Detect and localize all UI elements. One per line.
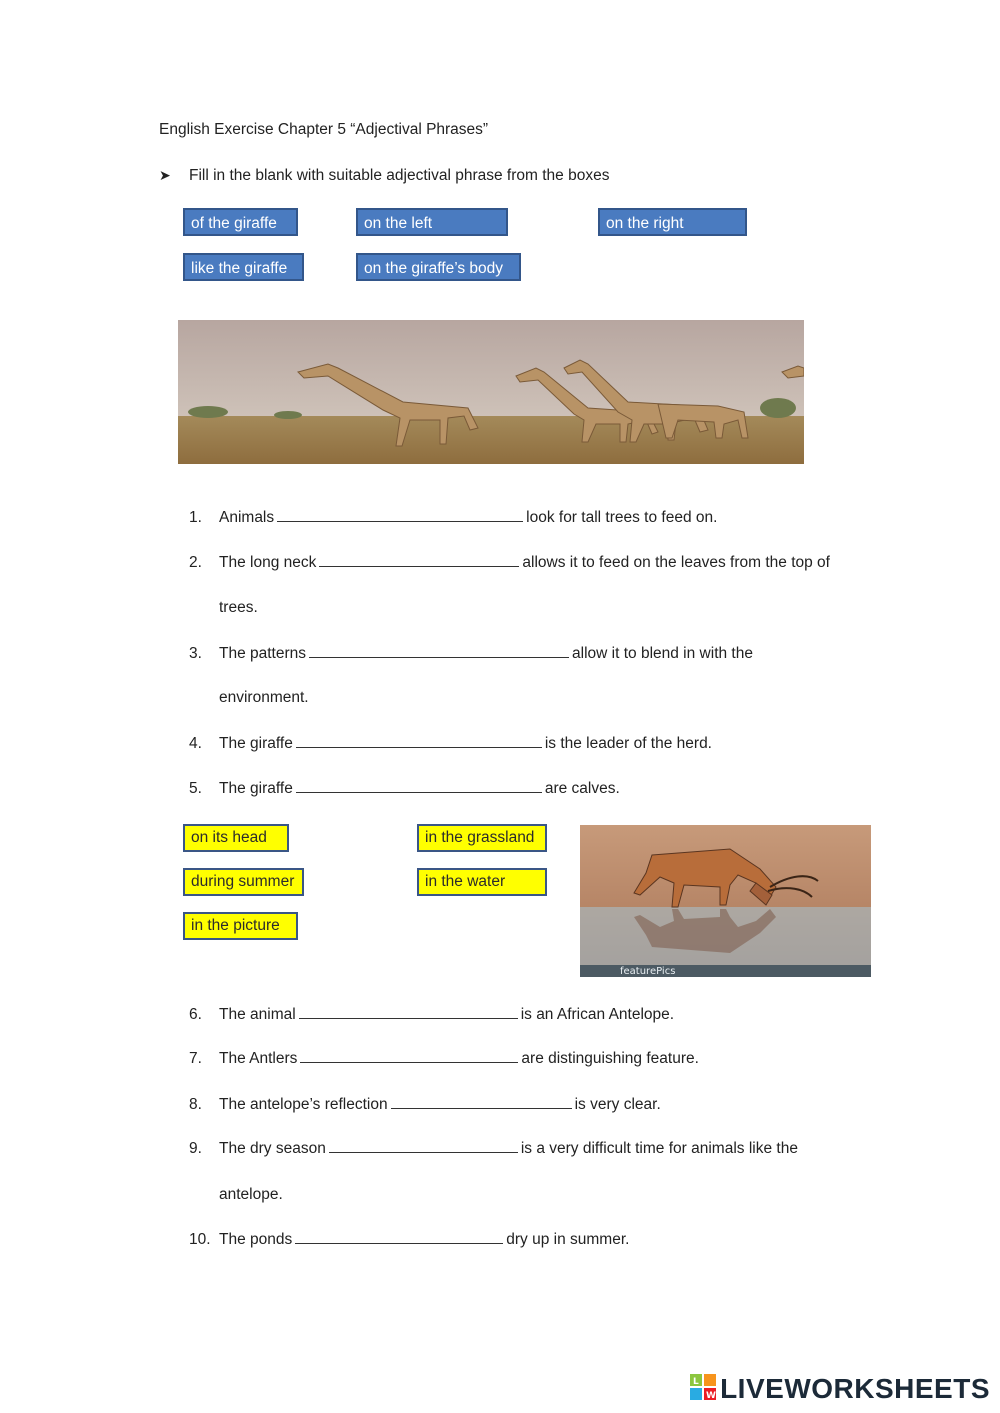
watermark-text: featurePics — [620, 966, 676, 977]
liveworksheets-brand — [690, 1373, 990, 1407]
brand-text: LIVEWORKSHEETS — [720, 1372, 990, 1404]
answer-blank[interactable] — [277, 509, 523, 522]
answer-blank[interactable] — [300, 1050, 518, 1063]
svg-text:W: W — [706, 1391, 717, 1400]
option-on-the-left[interactable]: on the left — [356, 208, 508, 236]
option-during-summer[interactable]: during summer — [183, 868, 304, 896]
option-like-the-giraffe[interactable]: like the giraffe — [183, 253, 304, 281]
question-3-continued: environment. — [219, 689, 309, 706]
question-5: 5. The giraffe are calves. — [189, 780, 620, 797]
answer-blank[interactable] — [391, 1096, 572, 1109]
question-10: 10. The ponds dry up in summer. — [189, 1231, 630, 1248]
question-9-continued: antelope. — [219, 1186, 283, 1203]
instruction — [159, 167, 609, 185]
option-in-the-picture[interactable]: in the picture — [183, 912, 298, 940]
question-7: 7. The Antlers are distinguishing feature. — [189, 1050, 699, 1067]
antelope-illustration — [580, 825, 871, 977]
option-of-the-giraffe[interactable]: of the giraffe — [183, 208, 298, 236]
arrow-bullet-icon: ➤ — [159, 167, 171, 183]
worksheet-title: English Exercise Chapter 5 “Adjectival Phrases” — [159, 121, 489, 138]
option-on-the-right[interactable]: on the right — [598, 208, 747, 236]
option-on-its-head[interactable]: on its head — [183, 824, 289, 852]
liveworksheets-logo-icon — [690, 1374, 716, 1407]
instruction-text: Fill in the blank with suitable adjectival phrase from the boxes — [189, 167, 610, 184]
question-8: 8. The antelope’s reflection is very clear. — [189, 1096, 661, 1113]
option-in-the-grassland[interactable]: in the grassland — [417, 824, 547, 852]
answer-blank[interactable] — [296, 735, 542, 748]
answer-blank[interactable] — [309, 645, 569, 658]
question-9: 9. The dry season is a very difficult time for animals like the — [189, 1140, 798, 1157]
answer-blank[interactable] — [299, 1006, 518, 1019]
question-2-continued: trees. — [219, 599, 258, 616]
question-2: 2. The long neck allows it to feed on the leaves from the top of — [189, 554, 830, 571]
question-1: 1. Animals look for tall trees to feed on. — [189, 509, 718, 526]
question-4: 4. The giraffe is the leader of the herd. — [189, 735, 712, 752]
antelope-photo — [580, 825, 871, 977]
option-on-the-giraffes-body[interactable]: on the giraffe’s body — [356, 253, 521, 281]
answer-blank[interactable] — [329, 1140, 518, 1153]
question-3: 3. The patterns allow it to blend in with the — [189, 645, 753, 662]
giraffe-illustration — [178, 320, 804, 464]
question-6: 6. The animal is an African Antelope. — [189, 1006, 675, 1023]
answer-blank[interactable] — [319, 554, 519, 567]
option-in-the-water[interactable]: in the water — [417, 868, 547, 896]
answer-blank[interactable] — [296, 780, 542, 793]
svg-text:L: L — [693, 1377, 700, 1387]
answer-blank[interactable] — [295, 1231, 503, 1244]
giraffe-photo — [178, 320, 804, 464]
